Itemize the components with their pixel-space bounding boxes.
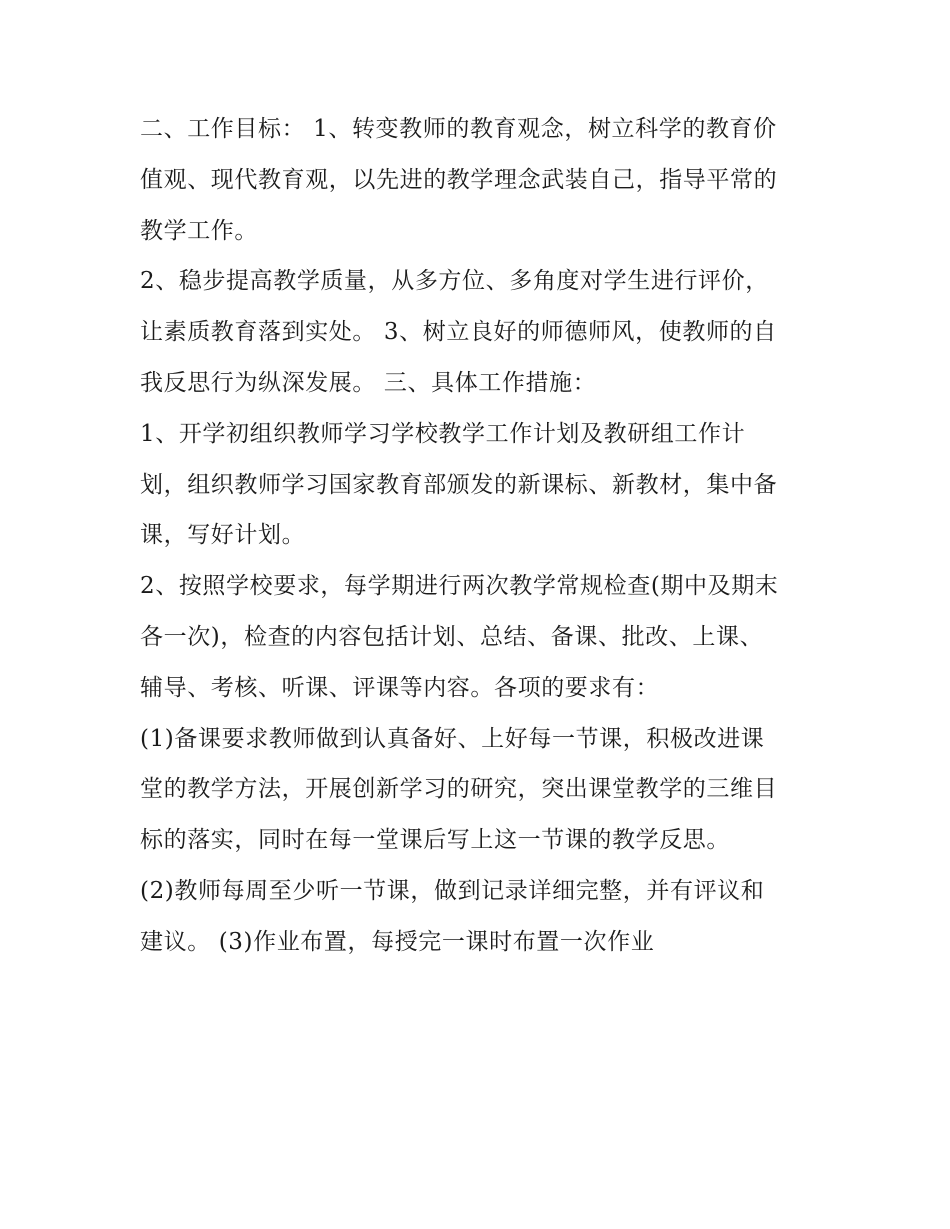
text-line: 教学工作。 [140,217,258,244]
text-line: 1、开学初组织教师学习学校教学工作计划及教研组工作计 [140,420,746,447]
text-line: 堂的教学方法，开展创新学习的研究，突出课堂教学的三维目 [140,776,778,803]
text-line: (2)教师每周至少听一节课，做到记录详细完整，并有评议和 [140,877,765,904]
text-line: 2、按照学校要求，每学期进行两次教学常规检查(期中及期末 [140,573,779,600]
text-line: 我反思行为纵深发展。 三、具体工作措施： [140,369,597,396]
text-line: 划，组织教师学习国家教育部颁发的新课标、新教材，集中备 [140,471,778,498]
text-line: 各一次)，检查的内容包括计划、总结、备课、批改、上课、 [140,623,764,650]
text-line: 让素质教育落到实处。 3、树立良好的师德师风，使教师的自 [140,319,777,346]
text-line: 辅导、考核、听课、评课等内容。各项的要求有： [140,674,660,701]
text-line: 标的落实，同时在每一堂课后写上这一节课的教学反思。 [140,827,730,854]
text-line: 课，写好计划。 [140,522,306,549]
text-line: 建议。 (3)作业布置，每授完一课时布置一次作业 [140,928,655,955]
text-line: (1)备课要求教师做到认真备好、上好每一节课，积极改进课 [140,725,765,752]
text-line: 值观、现代教育观，以先进的教学理念武装自己，指导平常的 [140,166,778,193]
text-line: 2、稳步提高教学质量，从多方位、多角度对学生进行评价， [140,268,769,295]
text-line: 二、工作目标： 1、转变教师的教育观念，树立科学的教育价 [140,116,777,142]
document-body [140,104,820,968]
